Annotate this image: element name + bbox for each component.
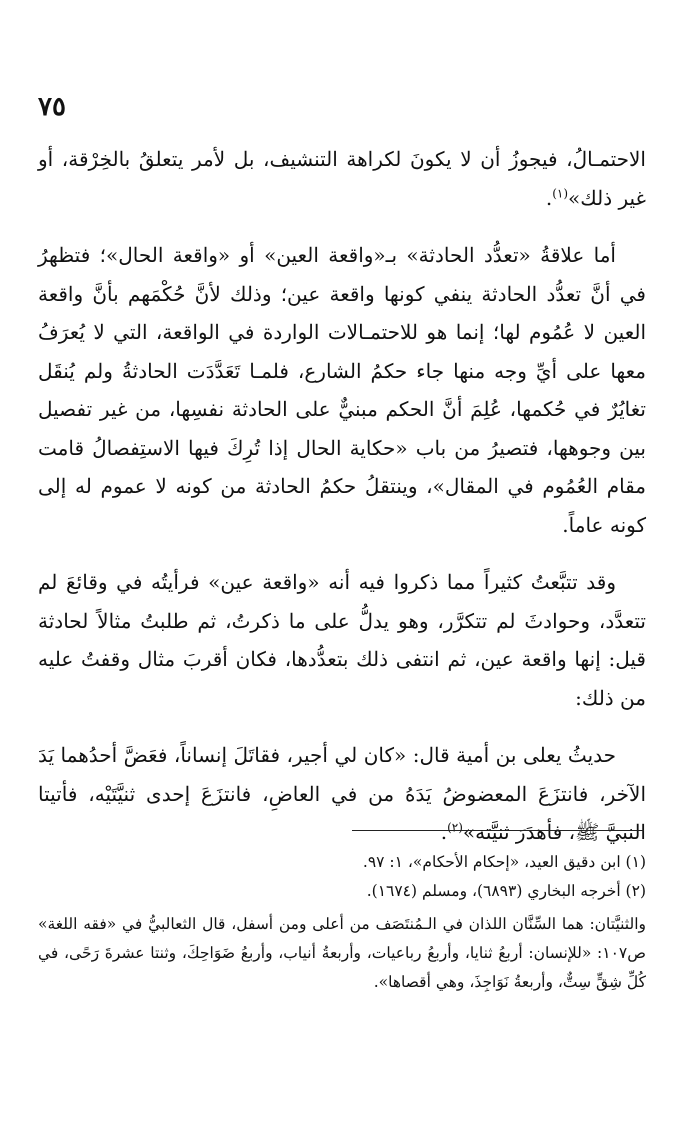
paragraph: أما علاقةُ «تعدُّد الحادثة» بـ«واقعة العين» أو «واقعة الحال»؛ فتظهرُ في أنَّ تعدُّد الحادثة ينفي كونها واقعة عين؛ وذلك لأنَّ حُكْمَهم بأنَّ واقعة العين لا عُمُوم لها؛ إنما هو للاحتمـالات الواردة في الواقعة، التي لا يُعرَفُ معها على أيِّ وجه منها جاء حكمُ الشارع، فلمـا تَعَدَّدَت الحادثةُ ولم يُنقَل تغايُرٌ في حُكمها، عُلِمَ أنَّ الحكم مبنيٌّ على الحادثة نفسِها، من غير تفصيل بين وجوهها، فتصيرُ من باب «حكاية الحال إذا تُرِكَ فيها الاستِفصالُ قامت مقام العُمُوم في المقال»، وينتقلُ حكمُ الحادثة من كونه لا عموم له إلى كونه عاماً. [38,243,646,537]
page-number: ٧٥ [38,92,66,122]
footnote-ref-1: (١) [552,185,569,200]
footnote-2: (٢) أخرجه البخاري (٦٨٩٣)، ومسلم (١٦٧٤). [366,882,646,900]
footnote-2-explanation: والثنيَّتان: هما السِّنَّان اللذان في الـمُنتَصَف من أعلى ومن أسفل، قال الثعالبيُّ في «فقه اللغة» ص١٠٧: «للإنسان: أربعُ ثنايا، وأربعُ رباعيات، وأربعةُ أنياب، وأربعُ ضَوَاحِكَ، وثنتا عشرةَ رَحًى، في كُلِّ شِقٍّ سِتٌّ، وأربعةُ نَوَاجِذَ، وهي أقصاها». [38,915,646,991]
paragraph: حديثُ يعلى بن أمية قال: «كان لي أجير، فقاتَلَ إنساناً، فعَضَّ أحدُهما يَدَ الآخر، فانتزَعَ المعضوضُ يَدَهُ من في العاضِ، فانتزَعَ إحدى ثنيَّتَيْه، فأتيتا النبيَّ ﷺ، فأهدَرَ ثنيَّته»$^{(٢)}$. [38,743,646,844]
paragraph: وقد تتبَّعتُ كثيراً مما ذكروا فيه أنه «واقعة عين» فرأيتُه في وقائعَ لم تتعدَّد، وحوادثَ لم تتكرَّر، وهو يدلُّ على ما ذكرتُ، ثم طلبتُ مثالاً لحادثة قيل: إنها واقعة عين، ثم انتفى ذلك بتعدُّدها، فكان أقربَ مثال وقفتُ عليه من ذلك: [38,570,646,710]
footnote-ref-2: (٢) [447,820,463,835]
paragraph-text: حديثُ يعلى بن أمية قال: «كان لي أجير، فقاتَلَ إنساناً، فعَضَّ أحدُهما يَدَ الآخر، فانتزَعَ المعضوضُ يَدَهُ من في العاضِ، فانتزَعَ إحدى ثنيَّتَيْه، فأتيتا النبيَّ ﷺ، فأهدَرَ ثنيَّته» [38,743,646,844]
footnotes [38,848,646,997]
paragraph-text: الاحتمـالُ، فيجوزُ أن لا يكونَ لكراهة التنشيف، بل لأمر يتعلقُ بالخِرْقة، أو غير ذلك» [38,147,646,210]
paragraph: الاحتمـالُ، فيجوزُ أن لا يكونَ لكراهة التنشيف، بل لأمر يتعلقُ بالخِرْقة، أو غير ذلك»$^{(١)}$. [38,147,646,210]
footnote-separator [352,830,644,831]
footnote-1: (١) ابن دقيق العيد، «إحكام الأحكام»، ١: ٩٧. [362,853,646,871]
main-text [38,140,646,852]
